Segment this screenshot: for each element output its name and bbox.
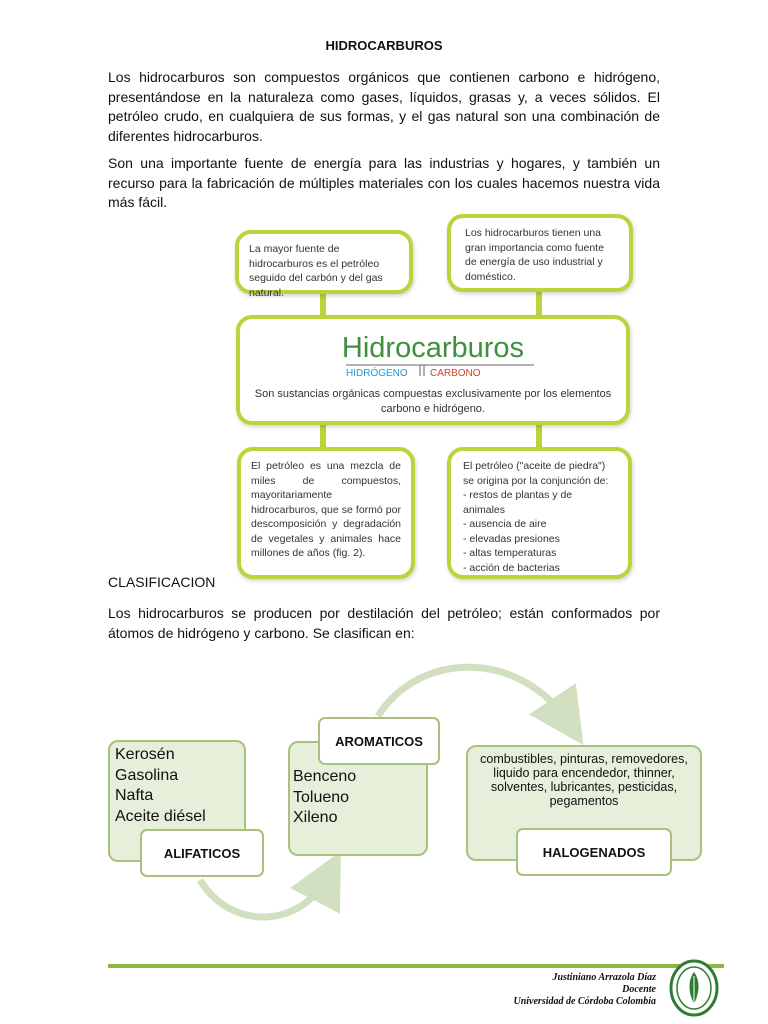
aromatic-item: Benceno [293, 768, 357, 785]
origin-intro: El petróleo ("aceite de piedra") se origina por la conjunción de: [463, 460, 609, 487]
footer-divider [108, 964, 724, 968]
label-hydrogen: HIDRÓGENO [346, 368, 408, 379]
arrow-aromatic-to-halogen [378, 667, 568, 722]
origin-item: - ausencia de aire [463, 518, 547, 530]
aliphatic-label: ALIFATICOS [140, 829, 264, 877]
intro-paragraph: Los hidrocarburos son compuestos orgánicos que contienen carbono e hidrógeno, presentándose en la naturaleza como gases, líquidos, grasas y, a veces sólidos. El petróleo crudo, en cualquiera de sus formas, y el gas natural son una combinación de diferentes hidrocarburos. [108, 69, 660, 144]
classification-heading: CLASIFICACION [108, 574, 216, 590]
aromatic-label: AROMATICOS [318, 717, 440, 765]
aromatic-item: Xileno [293, 809, 338, 826]
aliphatic-item: Aceite diésel [115, 807, 206, 825]
aliphatic-item: Gasolina [115, 766, 179, 784]
classification-paragraph: Los hidrocarburos se producen por destilación del petróleo; están conformados por átomos de hidrógeno y carbono. Se clasifican en: [108, 605, 660, 641]
arrow-aliphatic-to-aromatic [200, 876, 328, 917]
aromatic-item: Tolueno [293, 788, 350, 806]
university-seal-icon [668, 958, 720, 1018]
label-carbon: CARBONO [430, 368, 481, 379]
origin-item: - altas temperaturas [463, 547, 557, 559]
footer-author: Justiniano Arrazola Díaz [552, 972, 656, 983]
footer-role: Docente [622, 984, 656, 995]
aliphatic-item: Kerosén [115, 746, 175, 763]
aliphatic-item: Nafta [115, 787, 154, 804]
origin-item: - acción de bacterias [463, 561, 560, 574]
page-title: HIDROCARBUROS [325, 38, 443, 53]
definition-text: Son sustancias orgánicas compuestas exclusivamente por los elementos carbono e hidrógeno. [254, 388, 612, 415]
infographic-title: Hidrocarburos [341, 332, 525, 364]
halogenated-box: combustibles, pinturas, removedores, liquido para encendedor, thinner, solventes, lubricantes, pesticidas, pegamentos [466, 745, 702, 861]
origin-item: - restos de plantas y de animales [463, 489, 573, 516]
halogenated-label: HALOGENADOS [516, 828, 672, 876]
bubble-main-source: La mayor fuente de hidrocarburos es el petróleo seguido del carbón y del gas natural. [235, 230, 413, 294]
energy-paragraph: Son una importante fuente de energía para las industrias y hogares, y también un recurso para la fabricación de múltiples materiales con los cuales hacemos nuestra vida más fácil. [108, 155, 660, 210]
bubble-importance: Los hidrocarburos tienen una gran importancia como fuente de energía de uso industrial y doméstico. [447, 214, 633, 292]
bubble-petroleum-mixture: El petróleo es una mezcla de miles de compuestos, mayoritariamente hidrocarburos, que se formó por descomposición y degradación de vegetales y animales hace millones de años (fig. 2). [237, 447, 415, 579]
origin-item: - elevadas presiones [463, 532, 560, 545]
footer-institution: Universidad de Córdoba Colombia [513, 996, 656, 1007]
